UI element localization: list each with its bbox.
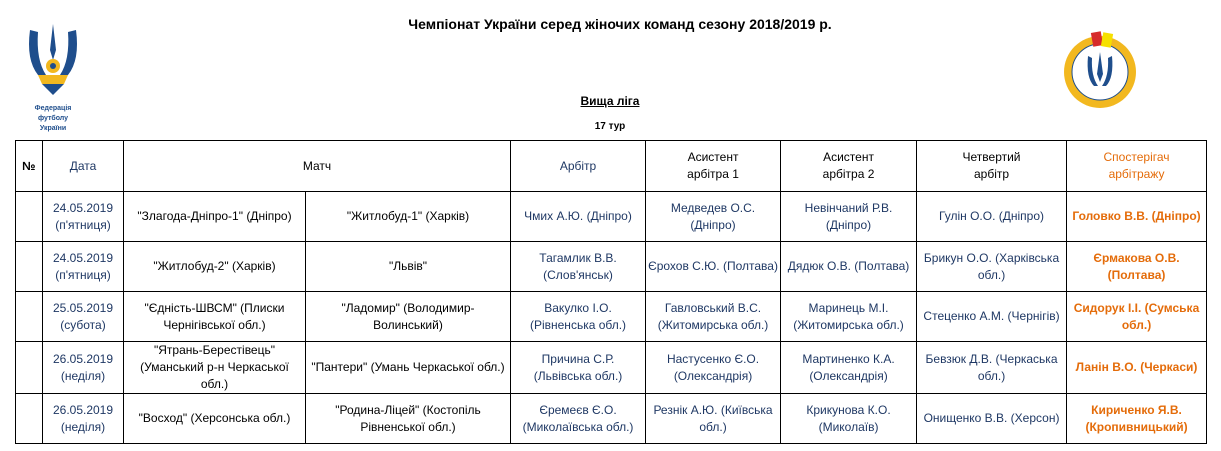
trident-logo-icon [18,20,88,98]
table-row [16,192,1207,242]
home-cell: "Житлобуд-2" (Харків) [124,242,306,292]
col-fourth-header [917,141,1067,192]
table-row [16,292,1207,342]
match-date: 26.05.2019 [52,351,114,366]
date-cell [43,242,124,292]
assistant1-cell: Єрохов С.Ю. (Полтава) [646,242,781,292]
away-cell: "Львів" [306,242,511,292]
date-cell [43,342,124,394]
row-number-cell [16,192,43,242]
referee-committee-icon [1060,30,1140,110]
referee-committee-label [1060,30,1061,31]
assistant2-header-line2: арбітра 2 [822,167,875,181]
home-cell: "Ятрань-Берестівець" (Уманський р-н Черкаської обл.) [124,342,306,394]
assistant1-cell: Резнік А.Ю. (Київська обл.) [646,394,781,444]
row-number-cell [16,292,43,342]
assistant2-cell: Мартиненко К.А. (Олександрія) [781,342,917,394]
league-title: Вища ліга [580,94,640,108]
assistant1-cell: Настусенко Є.О. (Олександрія) [646,342,781,394]
table-row [16,342,1207,394]
assistant2-cell: Маринець М.І. (Житомирська обл.) [781,292,917,342]
away-cell: "Житлобуд-1" (Харків) [306,192,511,242]
federation-logo [18,20,88,132]
observer-cell: Головко В.В. (Дніпро) [1067,192,1207,242]
fourth-cell: Брикун О.О. (Харківська обл.) [917,242,1067,292]
observer-header-line2: арбітражу [1108,167,1165,181]
match-weekday: (п'ятниця) [55,267,111,282]
home-cell: "Злагода-Дніпро-1" (Дніпро) [124,192,306,242]
match-weekday: (неділя) [60,419,106,434]
date-cell [43,394,124,444]
referee-cell: Причина С.Р. (Львівська обл.) [511,342,646,394]
col-assistant1-header [646,141,781,192]
home-cell: "Восход" (Херсонська обл.) [124,394,306,444]
away-cell: "Пантери" (Умань Черкаської обл.) [306,342,511,394]
assistant2-cell: Дядюк О.В. (Полтава) [781,242,917,292]
observer-header-line1: Спостерігач [1103,150,1170,164]
col-observer-header [1067,141,1207,192]
match-weekday: (неділя) [60,368,106,383]
fourth-header-line2: арбітр [973,167,1010,181]
away-cell: "Родина-Ліцей" (Костопіль Рівненської обл.) [306,394,511,444]
assistant2-cell: Невінчаний Р.В. (Дніпро) [781,192,917,242]
col-no-header: № [16,141,43,192]
row-number-cell [16,242,43,292]
match-date: 24.05.2019 [52,200,114,215]
away-cell: "Ладомир" (Володимир-Волинський) [306,292,511,342]
col-match-header: Матч [124,141,511,192]
table-header-row [16,141,1207,192]
referee-cell: Вакулко І.О. (Рівненська обл.) [511,292,646,342]
assistant1-cell: Гавловський В.С. (Житомирська обл.) [646,292,781,342]
round-label: 17 тур [594,121,626,132]
federation-name-3: України [39,125,67,132]
match-weekday: (п'ятниця) [55,217,111,232]
observer-cell: Кириченко Я.В. (Кропивницький) [1067,394,1207,444]
match-date: 24.05.2019 [52,250,114,265]
assistant1-cell: Медведев О.С. (Дніпро) [646,192,781,242]
fourth-cell: Бевзюк Д.В. (Черкаська обл.) [917,342,1067,394]
row-number-cell [16,342,43,394]
match-weekday: (субота) [60,317,106,332]
assistant1-header-line1: Асистент [687,150,739,164]
home-cell: "Єдність-ШВСМ" (Плиски Чернігівської обл.) [124,292,306,342]
federation-name-2: футболу [37,115,69,122]
federation-name-1: Федерація [34,105,72,112]
referee-cell: Тагамлик В.В. (Слов'янськ) [511,242,646,292]
match-date: 25.05.2019 [52,300,114,315]
col-referee-header: Арбітр [511,141,646,192]
fourth-cell: Гулін О.О. (Дніпро) [917,192,1067,242]
col-date-header: Дата [43,141,124,192]
referee-committee-logo [1060,30,1140,110]
fourth-header-line1: Четвертий [962,150,1021,164]
date-cell [43,192,124,242]
observer-cell: Ланін В.О. (Черкаси) [1067,342,1207,394]
date-cell [43,292,124,342]
assistant1-header-line2: арбітра 1 [687,167,739,181]
page-title: Чемпіонат України серед жіночих команд сезону 2018/2019 р. [408,16,832,32]
observer-cell: Сидорук І.І. (Сумська обл.) [1067,292,1207,342]
col-assistant2-header [781,141,917,192]
fourth-cell: Онищенко В.В. (Херсон) [917,394,1067,444]
referee-cell: Єремеєв Є.О. (Миколаївська обл.) [511,394,646,444]
observer-cell: Єрмакова О.В. (Полтава) [1067,242,1207,292]
row-number-cell [16,394,43,444]
assistant2-cell: Крикунова К.О. (Миколаїв) [781,394,917,444]
assistant2-header-line1: Асистент [823,150,874,164]
table-row [16,242,1207,292]
match-date: 26.05.2019 [52,402,114,417]
schedule-table [15,140,1207,444]
table-row [16,394,1207,444]
referee-cell: Чмих А.Ю. (Дніпро) [511,192,646,242]
fourth-cell: Стеценко А.М. (Чернігів) [917,292,1067,342]
